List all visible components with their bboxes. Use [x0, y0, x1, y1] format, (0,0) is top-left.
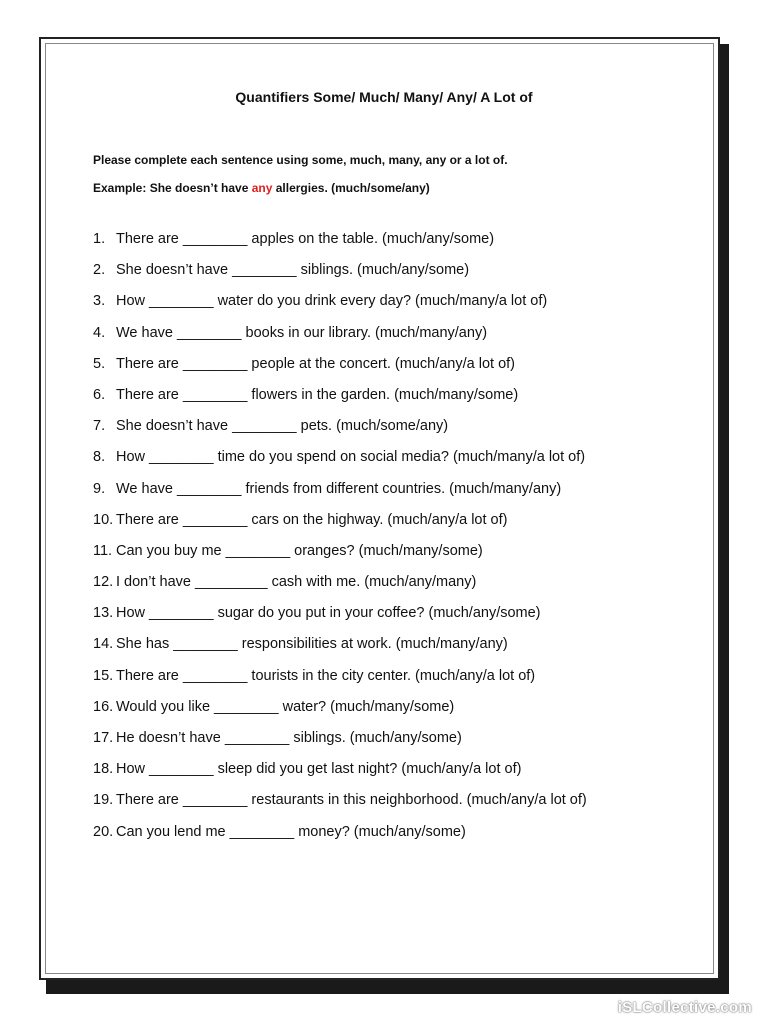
question-number: 8. — [93, 449, 106, 466]
question-item — [93, 697, 587, 728]
question-item — [93, 728, 587, 759]
question-text: There are ________ flowers in the garden. (much/many/some) — [116, 386, 519, 403]
question-item — [93, 790, 587, 821]
question-item — [93, 447, 587, 478]
question-text: How ________ time do you spend on social media? (much/many/a lot of) — [116, 449, 586, 466]
question-text: She doesn’t have ________ pets. (much/some/any) — [116, 418, 449, 435]
watermark: iSLCollective.com — [617, 999, 752, 1016]
question-text: How ________ water do you drink every day? (much/many/a lot of) — [116, 293, 548, 310]
question-number: 12. — [93, 574, 114, 591]
question-text: I don’t have _________ cash with me. (much/any/many) — [116, 574, 477, 591]
question-number: 4. — [93, 324, 106, 341]
question-text: There are ________ restaurants in this neighborhood. (much/any/a lot of) — [116, 792, 587, 809]
question-text: How ________ sleep did you get last night? (much/any/a lot of) — [116, 761, 522, 778]
question-item — [93, 385, 587, 416]
question-text: Can you lend me ________ money? (much/any/some) — [116, 823, 466, 840]
question-number: 18. — [93, 761, 114, 778]
question-text: There are ________ cars on the highway. (much/any/a lot of) — [116, 511, 508, 528]
example-highlight: any — [251, 181, 273, 195]
question-item — [93, 759, 587, 790]
question-item — [93, 822, 587, 853]
question-number: 20. — [93, 823, 114, 840]
question-text: She has ________ responsibilities at work. (much/many/any) — [116, 636, 508, 653]
question-item — [93, 291, 587, 322]
question-item — [93, 603, 587, 634]
question-number: 11. — [93, 542, 113, 559]
question-number: 15. — [93, 667, 114, 684]
question-number: 7. — [93, 418, 106, 435]
question-number: 3. — [93, 293, 106, 310]
example-sentence — [93, 181, 430, 195]
question-text: There are ________ apples on the table. (much/any/some) — [116, 231, 495, 247]
question-text: How ________ sugar do you put in your coffee? (much/any/some) — [116, 605, 541, 622]
question-item — [93, 634, 587, 665]
question-text: He doesn’t have ________ siblings. (much/any/some) — [116, 730, 462, 746]
page-title: Quantifiers Some/ Much/ Many/ Any/ A Lot of — [235, 89, 533, 105]
question-item — [93, 260, 587, 291]
question-number: 10. — [93, 511, 114, 528]
question-text: We have ________ friends from different countries. (much/many/any) — [116, 480, 562, 497]
question-number: 9. — [93, 480, 106, 497]
question-text: There are ________ people at the concert. (much/any/a lot of) — [116, 355, 515, 372]
question-item — [93, 229, 587, 260]
question-text: She doesn’t have ________ siblings. (much/any/some) — [116, 262, 470, 279]
question-text: Can you buy me ________ oranges? (much/many/some) — [116, 542, 483, 559]
question-item — [93, 510, 587, 541]
example-prefix: Example: She doesn’t have — [93, 181, 252, 195]
question-number: 13. — [93, 605, 114, 622]
instruction-text: Please complete each sentence using some, much, many, any or a lot of. — [93, 153, 508, 167]
question-text: We have ________ books in our library. (much/many/any) — [116, 324, 488, 341]
question-item — [93, 541, 587, 572]
question-item — [93, 323, 587, 354]
question-item — [93, 666, 587, 697]
question-number: 5. — [93, 355, 106, 372]
question-text: Would you like ________ water? (much/many/some) — [116, 698, 455, 715]
question-item — [93, 479, 587, 510]
question-item — [93, 572, 587, 603]
question-item — [93, 354, 587, 385]
question-number: 17. — [93, 730, 114, 746]
question-number: 19. — [93, 792, 114, 809]
question-item — [93, 416, 587, 447]
question-text: There are ________ tourists in the city center. (much/any/a lot of) — [116, 667, 536, 684]
question-number: 16. — [93, 698, 114, 715]
question-list — [93, 229, 587, 853]
question-number: 6. — [93, 386, 106, 403]
example-suffix: allergies. (much/some/any) — [272, 181, 430, 195]
question-number: 1. — [93, 231, 106, 247]
question-number: 14. — [93, 636, 114, 653]
question-number: 2. — [93, 262, 106, 279]
